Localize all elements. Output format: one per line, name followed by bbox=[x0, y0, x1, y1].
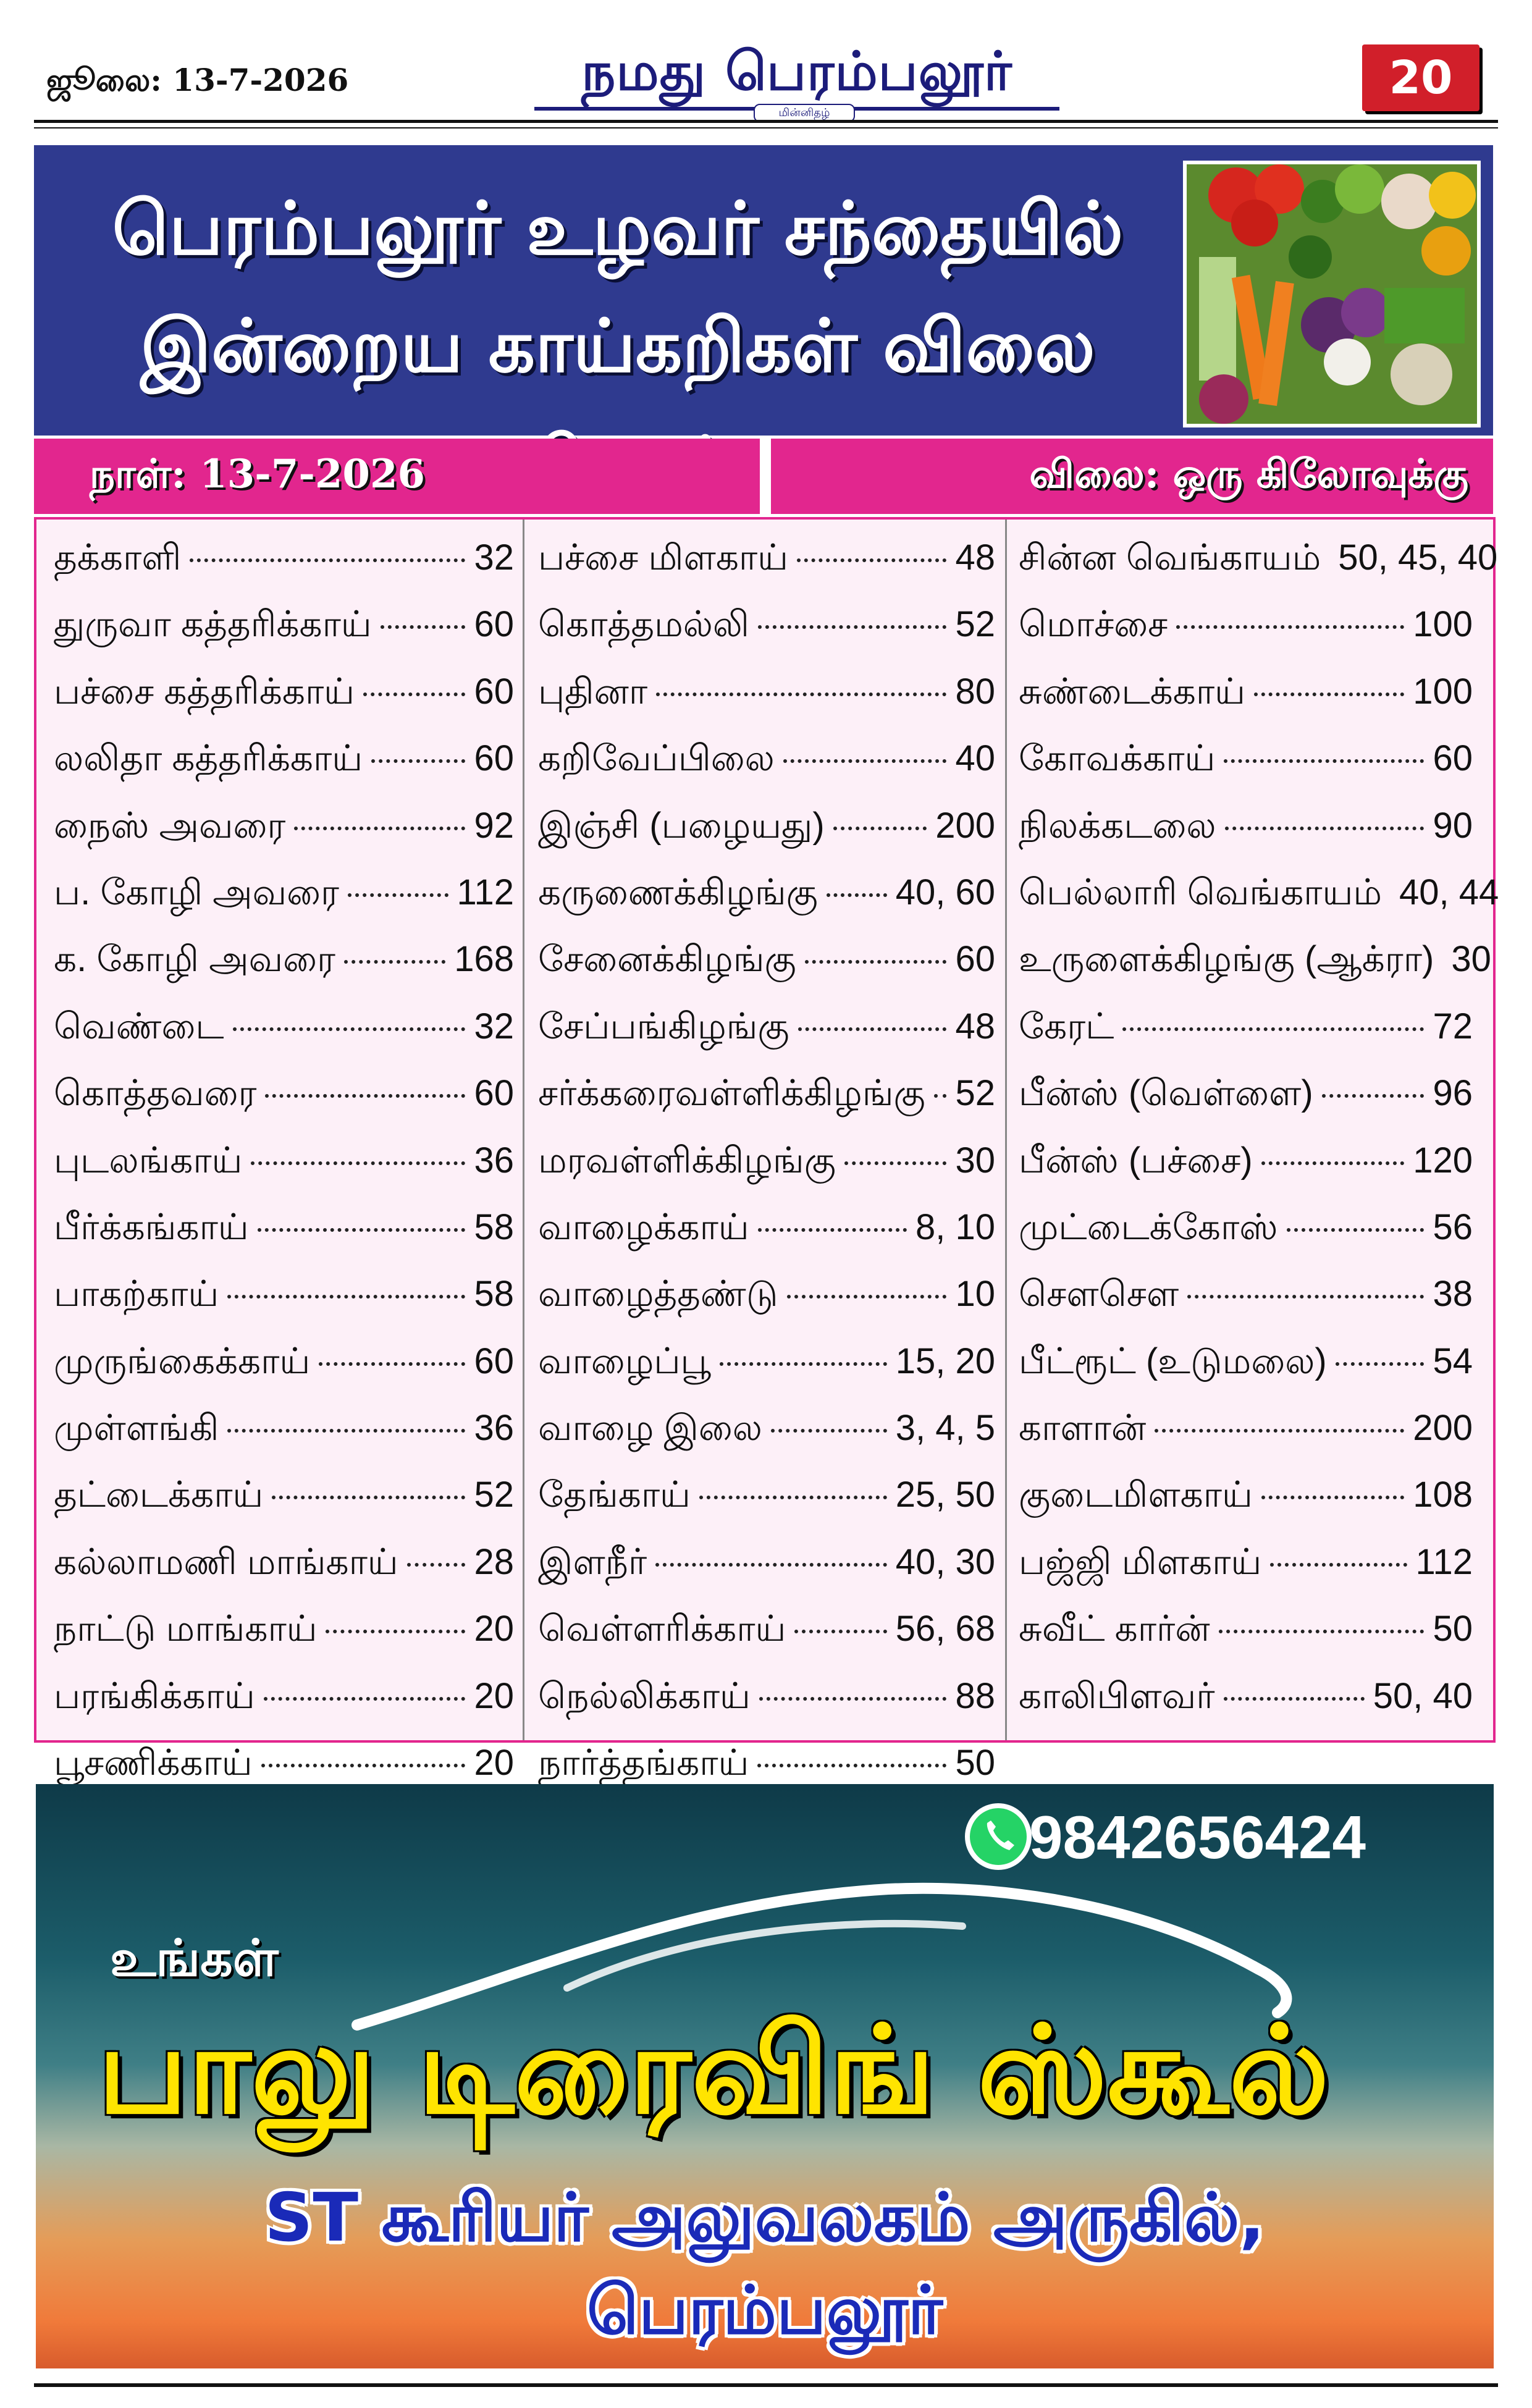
vegetables-photo bbox=[1183, 161, 1481, 427]
vegetable-price: 60 bbox=[474, 1073, 514, 1114]
vegetable-name: துருவா கத்தரிக்காய் bbox=[54, 604, 372, 645]
price-row bbox=[54, 671, 514, 738]
price-row bbox=[538, 1541, 995, 1608]
price-row bbox=[1019, 1608, 1473, 1675]
price-row bbox=[538, 1206, 995, 1273]
vegetable-name: பாகற்காய் bbox=[54, 1274, 219, 1315]
dot-leader bbox=[797, 558, 947, 562]
vegetable-price: 90 bbox=[1433, 805, 1473, 846]
price-column-3 bbox=[1019, 537, 1499, 1742]
vegetable-price: 52 bbox=[955, 1073, 995, 1114]
vegetable-name: கேரட் bbox=[1019, 1006, 1114, 1046]
vegetable-price: 50, 40 bbox=[1373, 1675, 1473, 1716]
vegetable-price: 72 bbox=[1433, 1006, 1473, 1046]
vegetable-name: இளநீர் bbox=[538, 1541, 647, 1582]
unit-bar bbox=[771, 439, 1493, 514]
dot-leader bbox=[348, 893, 448, 897]
dot-leader bbox=[1176, 625, 1404, 629]
price-row bbox=[538, 1675, 995, 1742]
vegetable-price: 80 bbox=[955, 671, 995, 712]
dot-leader bbox=[1219, 1630, 1425, 1633]
vegetable-price: 40 bbox=[955, 738, 995, 779]
price-row bbox=[1019, 537, 1498, 604]
vegetable-price: 56, 68 bbox=[895, 1609, 995, 1649]
column-divider bbox=[523, 520, 524, 1740]
dot-leader bbox=[227, 1295, 465, 1299]
price-row bbox=[1019, 1675, 1473, 1742]
price-row bbox=[538, 1341, 995, 1407]
price-column-1 bbox=[54, 537, 514, 1876]
vegetable-price: 58 bbox=[474, 1206, 514, 1247]
dot-leader bbox=[720, 1362, 887, 1366]
vegetable-name: வெள்ளரிக்காய் bbox=[538, 1609, 786, 1649]
dot-leader bbox=[1254, 693, 1404, 696]
price-column-2 bbox=[538, 537, 995, 1876]
vegetable-name: நிலக்கடலை bbox=[1019, 805, 1216, 846]
vegetable-price: 100 bbox=[1413, 604, 1473, 645]
dot-leader bbox=[794, 1630, 886, 1633]
price-row bbox=[1019, 1341, 1473, 1407]
dot-leader bbox=[190, 558, 465, 562]
ad-address-line-1: ST கூரியர் அலுவலகம் அருகில், bbox=[264, 2179, 1265, 2257]
dot-leader bbox=[934, 1094, 947, 1098]
vegetable-name: வெண்டை bbox=[54, 1006, 224, 1046]
dot-leader bbox=[1225, 827, 1425, 830]
vegetable-name: பீட்ரூட் (உடுமலை) bbox=[1019, 1341, 1327, 1381]
vegetable-price: 10 bbox=[955, 1274, 995, 1315]
vegetable-price: 20 bbox=[474, 1743, 514, 1783]
vegetable-name: கறிவேப்பிலை bbox=[538, 738, 775, 779]
vegetable-name: புடலங்காய் bbox=[54, 1140, 243, 1181]
price-row bbox=[54, 1140, 514, 1206]
vegetable-price: 40, 30 bbox=[895, 1541, 995, 1582]
vegetable-name: நெல்லிக்காய் bbox=[538, 1675, 751, 1716]
vegetable-price: 32 bbox=[474, 537, 514, 578]
vegetable-price: 40, 44 bbox=[1399, 872, 1499, 912]
vegetable-price: 36 bbox=[474, 1408, 514, 1449]
vegetable-price: 25, 50 bbox=[895, 1475, 995, 1515]
vegetable-name: முள்ளங்கி bbox=[54, 1408, 219, 1449]
price-row bbox=[538, 1006, 995, 1072]
price-row bbox=[54, 1608, 514, 1675]
price-row bbox=[54, 537, 514, 604]
vegetable-name: சர்க்கரைவள்ளிக்கிழங்கு bbox=[538, 1073, 925, 1114]
vegetable-price: 60 bbox=[474, 1341, 514, 1381]
vegetable-name: காலிபிளவர் bbox=[1019, 1675, 1215, 1716]
price-row bbox=[54, 1072, 514, 1139]
vegetable-name: பஜ்ஜி மிளகாய் bbox=[1019, 1541, 1262, 1582]
vegetable-name: சின்ன வெங்காயம் bbox=[1019, 537, 1321, 578]
vegetable-name: காளான் bbox=[1019, 1408, 1147, 1449]
price-row bbox=[538, 738, 995, 804]
price-row bbox=[538, 1072, 995, 1139]
vegetable-name: பெல்லாரி வெங்காயம் bbox=[1019, 872, 1383, 912]
price-row bbox=[1019, 1273, 1473, 1340]
price-row bbox=[54, 805, 514, 872]
price-row bbox=[538, 1608, 995, 1675]
dot-leader bbox=[798, 1027, 947, 1031]
vegetable-name: கல்லாமணி மாங்காய் bbox=[54, 1541, 398, 1582]
vegetable-name: மொச்சை bbox=[1019, 604, 1168, 645]
price-row bbox=[54, 938, 514, 1005]
vegetable-name: கொத்தமல்லி bbox=[538, 604, 749, 645]
price-row bbox=[54, 1541, 514, 1608]
vegetable-name: நாட்டு மாங்காய் bbox=[54, 1609, 318, 1649]
vegetable-name: பச்சை மிளகாய் bbox=[538, 537, 788, 578]
vegetable-name: சேனைக்கிழங்கு bbox=[538, 939, 796, 980]
dot-leader bbox=[787, 1295, 947, 1299]
dot-leader bbox=[655, 1563, 887, 1567]
dot-leader bbox=[1261, 1496, 1404, 1499]
vegetable-name: பீன்ஸ் (பச்சை) bbox=[1019, 1140, 1253, 1181]
vegetable-price: 108 bbox=[1413, 1475, 1473, 1515]
vegetable-name: முருங்கைக்காய் bbox=[54, 1341, 311, 1381]
dot-leader bbox=[294, 827, 465, 830]
vegetable-price: 52 bbox=[474, 1475, 514, 1515]
vegetable-name: புதினா bbox=[538, 671, 648, 712]
dot-leader bbox=[1224, 759, 1424, 763]
date-bar bbox=[34, 439, 760, 514]
vegetable-price: 38 bbox=[1433, 1274, 1473, 1315]
dot-leader bbox=[326, 1630, 465, 1633]
price-row bbox=[54, 1273, 514, 1340]
vegetable-name: இஞ்சி (பழையது) bbox=[538, 805, 825, 846]
page-bottom-rule bbox=[34, 2383, 1498, 2387]
whatsapp-icon bbox=[961, 1800, 1035, 1874]
masthead-rule bbox=[34, 120, 1498, 123]
price-row bbox=[538, 805, 995, 872]
vegetable-name: பச்சை கத்தரிக்காய் bbox=[54, 671, 355, 712]
vegetable-name: வாழைக்காய் bbox=[538, 1206, 749, 1247]
price-row bbox=[1019, 604, 1473, 670]
vegetable-name: வாழைப்பூ bbox=[538, 1341, 711, 1381]
vegetable-name: கொத்தவரை bbox=[54, 1073, 257, 1114]
price-row bbox=[1019, 872, 1499, 938]
price-row bbox=[1019, 671, 1473, 738]
vegetable-price: 30 bbox=[955, 1140, 995, 1181]
masthead bbox=[34, 37, 1498, 130]
vegetable-price: 48 bbox=[955, 537, 995, 578]
vegetable-price: 48 bbox=[955, 1006, 995, 1046]
vegetable-price: 88 bbox=[955, 1675, 995, 1716]
vegetable-name: தட்டைக்காய் bbox=[54, 1475, 264, 1515]
dot-leader bbox=[758, 625, 946, 629]
vegetable-price: 60 bbox=[955, 939, 995, 980]
vegetable-price: 56 bbox=[1433, 1206, 1473, 1247]
vegetable-price: 20 bbox=[474, 1675, 514, 1716]
vegetable-name: சௌசௌ bbox=[1019, 1274, 1179, 1315]
vegetable-name: லலிதா கத்தரிக்காய் bbox=[54, 738, 363, 779]
dot-leader bbox=[758, 1228, 907, 1232]
issue-date: ஜூலை: 13-7-2026 bbox=[46, 62, 349, 98]
headline-banner bbox=[34, 145, 1493, 436]
price-unit: விலை: ஒரு கிலோவுக்கு bbox=[1029, 451, 1468, 497]
vegetable-price: 60 bbox=[474, 671, 514, 712]
ad-tagline: உங்கள் bbox=[110, 1929, 279, 1988]
dot-leader bbox=[407, 1563, 466, 1567]
price-row bbox=[54, 872, 514, 938]
dot-leader bbox=[319, 1362, 465, 1366]
headline-line-1: பெரம்பலூர் உழவர் சந்தையில் bbox=[112, 186, 1124, 271]
masthead-rule-thin bbox=[34, 127, 1498, 128]
vegetable-price: 58 bbox=[474, 1274, 514, 1315]
vegetable-name: வாழைத்தண்டு bbox=[538, 1274, 778, 1315]
vegetable-price: 120 bbox=[1413, 1140, 1473, 1181]
page-number: 20 bbox=[1362, 44, 1479, 111]
vegetable-name: நைஸ் அவரை bbox=[54, 805, 286, 846]
price-row bbox=[54, 1474, 514, 1541]
price-table bbox=[34, 517, 1499, 1783]
vegetable-name: பூசணிக்காய் bbox=[54, 1743, 253, 1783]
vegetable-name: குடைமிளகாய் bbox=[1019, 1475, 1253, 1515]
dot-leader bbox=[381, 625, 466, 629]
market-date: நாள்: 13-7-2026 bbox=[90, 451, 425, 497]
dot-leader bbox=[827, 893, 887, 897]
vegetable-name: சேப்பங்கிழங்கு bbox=[538, 1006, 789, 1046]
vegetable-price: 52 bbox=[955, 604, 995, 645]
dot-leader bbox=[757, 1764, 946, 1767]
vegetable-name: க. கோழி அவரை bbox=[54, 939, 335, 980]
vegetable-price: 3, 4, 5 bbox=[895, 1408, 995, 1449]
dot-leader bbox=[699, 1496, 887, 1499]
vegetable-name: பீன்ஸ் (வெள்ளை) bbox=[1019, 1073, 1313, 1114]
dot-leader bbox=[833, 827, 927, 830]
vegetable-price: 168 bbox=[454, 939, 514, 980]
dot-leader bbox=[1187, 1295, 1424, 1299]
dot-leader bbox=[264, 1697, 466, 1701]
vegetable-price: 50 bbox=[955, 1743, 995, 1783]
vegetable-price: 200 bbox=[935, 805, 995, 846]
vegetable-name: பரங்கிக்காய் bbox=[54, 1675, 255, 1716]
price-row bbox=[54, 738, 514, 804]
dot-leader bbox=[251, 1161, 465, 1165]
dot-leader bbox=[1270, 1563, 1407, 1567]
vegetable-name: முட்டைக்கோஸ் bbox=[1019, 1206, 1278, 1247]
vegetable-price: 28 bbox=[474, 1541, 514, 1582]
vegetable-name: உருளைக்கிழங்கு (ஆக்ரா) bbox=[1019, 939, 1434, 980]
vegetable-price: 100 bbox=[1413, 671, 1473, 712]
vegetable-name: வாழை இலை bbox=[538, 1408, 762, 1449]
dot-leader bbox=[261, 1764, 466, 1767]
vegetable-name: கருணைக்கிழங்கு bbox=[538, 872, 818, 912]
vegetable-price: 8, 10 bbox=[915, 1206, 995, 1247]
vegetable-price: 36 bbox=[474, 1140, 514, 1181]
vegetable-name: சுண்டைக்காய் bbox=[1019, 671, 1245, 712]
dot-leader bbox=[227, 1429, 465, 1433]
price-row bbox=[538, 872, 995, 938]
price-row bbox=[538, 1140, 995, 1206]
vegetable-price: 15, 20 bbox=[895, 1341, 995, 1381]
vegetable-name: பீர்க்கங்காய் bbox=[54, 1206, 249, 1247]
price-row bbox=[1019, 1206, 1473, 1273]
vegetable-price: 32 bbox=[474, 1006, 514, 1046]
vegetable-name: கோவக்காய் bbox=[1019, 738, 1216, 779]
headline-line-2: இன்றைய காய்கறிகள் விலை bbox=[140, 303, 1095, 389]
price-row bbox=[54, 1407, 514, 1474]
dot-leader bbox=[656, 693, 946, 696]
vegetable-name: மரவள்ளிக்கிழங்கு bbox=[538, 1140, 836, 1181]
vegetable-price: 20 bbox=[474, 1609, 514, 1649]
column-divider bbox=[1005, 520, 1007, 1740]
dot-leader bbox=[363, 693, 465, 696]
vegetable-price: 60 bbox=[474, 738, 514, 779]
vegetable-price: 96 bbox=[1433, 1073, 1473, 1114]
vegetable-price: 200 bbox=[1413, 1408, 1473, 1449]
price-row bbox=[54, 1006, 514, 1072]
vegetable-price: 92 bbox=[474, 805, 514, 846]
price-row bbox=[54, 1675, 514, 1742]
dot-leader bbox=[1122, 1027, 1424, 1031]
ad-business-name: பாலு டிரைவிங் ஸ்கூல் bbox=[98, 2000, 1329, 2141]
dot-leader bbox=[258, 1228, 466, 1232]
vegetable-price: 50 bbox=[1433, 1609, 1473, 1649]
vegetable-price: 112 bbox=[1415, 1541, 1473, 1582]
ad-phone-number: 9842656424 bbox=[1029, 1803, 1366, 1871]
price-row bbox=[1019, 1140, 1473, 1206]
dot-leader bbox=[1261, 1161, 1404, 1165]
price-row bbox=[1019, 805, 1473, 872]
vegetable-name: சுவீட் கார்ன் bbox=[1019, 1609, 1210, 1649]
dot-leader bbox=[371, 759, 465, 763]
price-row bbox=[1019, 938, 1491, 1005]
price-row bbox=[538, 938, 995, 1005]
vegetable-price: 50, 45, 40 bbox=[1338, 537, 1498, 578]
ad-address-line-2: பெரம்பலூர் bbox=[586, 2272, 943, 2349]
price-row bbox=[1019, 1407, 1473, 1474]
dot-leader bbox=[344, 960, 445, 964]
price-row bbox=[1019, 1474, 1473, 1541]
newspaper-title: நமது பெரம்பலூர் bbox=[581, 40, 1012, 103]
vegetable-name: நார்த்தங்காய் bbox=[538, 1743, 749, 1783]
dot-leader bbox=[759, 1697, 947, 1701]
vegetable-price: 30 bbox=[1451, 939, 1491, 980]
vegetable-name: ப. கோழி அவரை bbox=[54, 872, 339, 912]
price-row bbox=[1019, 1072, 1473, 1139]
vegetable-name: தேங்காய் bbox=[538, 1475, 691, 1515]
dot-leader bbox=[272, 1496, 465, 1499]
dot-leader bbox=[783, 759, 947, 763]
vegetable-price: 60 bbox=[474, 604, 514, 645]
price-row bbox=[54, 1341, 514, 1407]
dot-leader bbox=[805, 960, 947, 964]
price-row bbox=[538, 1474, 995, 1541]
price-row bbox=[54, 1206, 514, 1273]
vegetable-price: 112 bbox=[457, 872, 514, 912]
dot-leader bbox=[1336, 1362, 1425, 1366]
dot-leader bbox=[265, 1094, 465, 1098]
dot-leader bbox=[771, 1429, 887, 1433]
price-row bbox=[1019, 738, 1473, 804]
vegetable-price: 40, 60 bbox=[895, 872, 995, 912]
price-row bbox=[1019, 1006, 1473, 1072]
dot-leader bbox=[1322, 1094, 1425, 1098]
dot-leader bbox=[1287, 1228, 1425, 1232]
price-row bbox=[538, 604, 995, 670]
price-row bbox=[538, 1273, 995, 1340]
vegetable-name: தக்காளி bbox=[54, 537, 182, 578]
price-row bbox=[538, 671, 995, 738]
driving-school-ad bbox=[36, 1784, 1494, 2368]
newspaper-subtitle: மின்னிதழ் bbox=[754, 104, 855, 122]
vegetable-price: 60 bbox=[1433, 738, 1473, 779]
dot-leader bbox=[1224, 1697, 1365, 1701]
vegetable-price: 54 bbox=[1433, 1341, 1473, 1381]
dot-leader bbox=[233, 1027, 466, 1031]
dot-leader bbox=[1155, 1429, 1404, 1433]
price-row bbox=[1019, 1541, 1473, 1608]
price-row bbox=[538, 1407, 995, 1474]
price-row bbox=[538, 537, 995, 604]
price-row bbox=[54, 604, 514, 670]
dot-leader bbox=[844, 1161, 947, 1165]
